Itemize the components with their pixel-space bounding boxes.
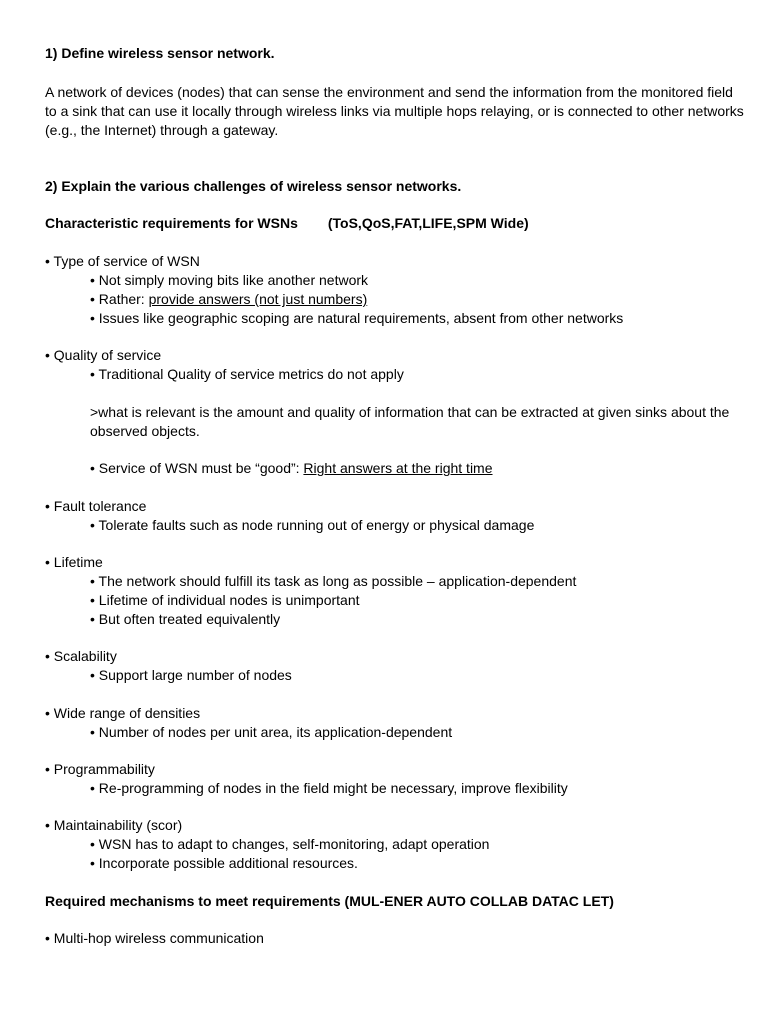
maintainability-bullet-1: • WSN has to adapt to changes, self-monitoring, adapt operation [90,836,490,852]
q1-answer-line-3: (e.g., the Internet) through a gateway. [45,122,279,138]
fault-tolerance-heading: • Fault tolerance [45,498,147,514]
densities-bullet-1: • Number of nodes per unit area, its application-dependent [90,724,453,740]
qos-note-line-2: observed objects. [90,423,200,439]
tos-bullet-2-underlined: provide answers (not just numbers) [148,291,368,307]
tos-bullet-2 [90,290,367,309]
maintainability-heading: • Maintainability (scor) [45,817,183,833]
programmability-heading: • Programmability [45,761,155,777]
mechanisms-bullet-1: • Multi-hop wireless communication [45,930,264,946]
fault-tolerance-bullet-1: • Tolerate faults such as node running out of energy or physical damage [90,517,535,533]
scalability-bullet-1: • Support large number of nodes [90,667,292,683]
q1-heading: 1) Define wireless sensor network. [45,45,275,61]
q2-heading: 2) Explain the various challenges of wireless sensor networks. [45,178,462,194]
qos-bullet-1: • Traditional Quality of service metrics do not apply [90,366,404,382]
lifetime-bullet-2: • Lifetime of individual nodes is unimportant [90,592,360,608]
programmability-bullet-1: • Re-programming of nodes in the field might be necessary, improve flexibility [90,780,568,796]
qos-bullet-2-underlined: Right answers at the right time [303,460,493,476]
mechanisms-heading: Required mechanisms to meet requirements (MUL-ENER AUTO COLLAB DATAC LET) [45,893,614,909]
requirements-subheading [45,214,529,233]
requirements-mnemonic: (ToS,QoS,FAT,LIFE,SPM Wide) [327,215,529,231]
tos-bullet-2-prefix: • Rather: [90,291,149,307]
tos-bullet-3: • Issues like geographic scoping are natural requirements, absent from other networks [90,310,624,326]
maintainability-bullet-2: • Incorporate possible additional resources. [90,855,358,871]
tos-heading: • Type of service of WSN [45,253,200,269]
lifetime-bullet-1: • The network should fulfill its task as long as possible – application-dependent [90,573,577,589]
qos-note-line-1: >what is relevant is the amount and quality of information that can be extracted at given sinks about the [90,404,730,420]
qos-heading: • Quality of service [45,347,162,363]
densities-heading: • Wide range of densities [45,705,201,721]
qos-bullet-2-prefix: • Service of WSN must be “good”: [90,460,304,476]
lifetime-heading: • Lifetime [45,554,103,570]
requirements-subheading-text: Characteristic requirements for WSNs [45,215,298,231]
q1-answer-line-1: A network of devices (nodes) that can sense the environment and send the information from the monitored field [45,84,733,100]
lifetime-bullet-3: • But often treated equivalently [90,611,281,627]
qos-bullet-2 [90,459,493,478]
q1-answer-line-2: to a sink that can use it locally through wireless links via multiple hops relaying, or is connected to other networks [45,103,744,119]
scalability-heading: • Scalability [45,648,117,664]
tos-bullet-1: • Not simply moving bits like another network [90,272,369,288]
